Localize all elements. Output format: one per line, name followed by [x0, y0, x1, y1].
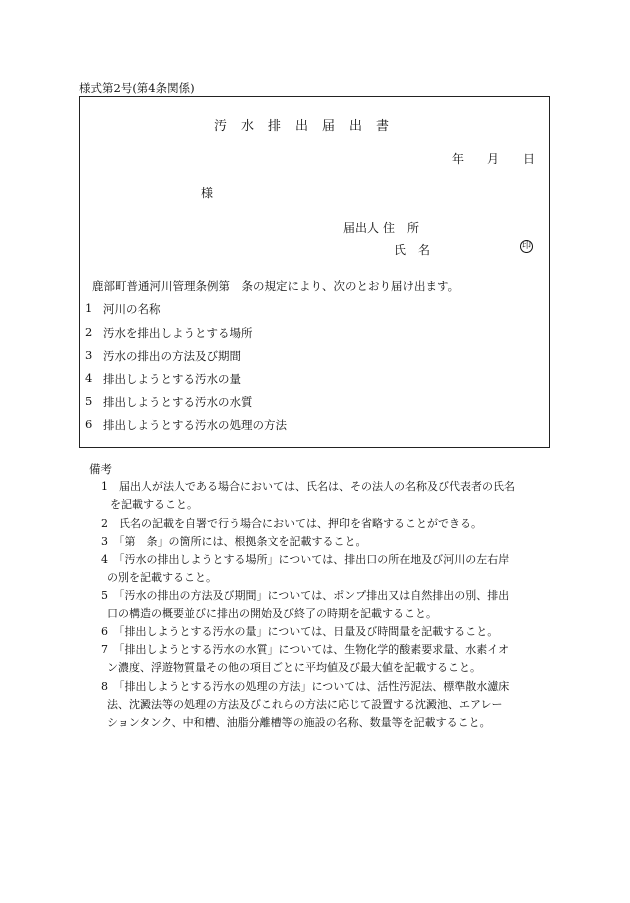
remark-line: 法、沈澱法等の処理の方法及びこれらの方法に応じて設置する沈澱池、エアレー: [107, 698, 503, 711]
remark-line: ン濃度、浮遊物質量その他の項目ごとに平均値及び最大値を記載すること。: [107, 661, 481, 674]
item-number: 6: [85, 417, 93, 431]
remark-line: の別を記載すること。: [107, 571, 217, 584]
date-year-label: 年: [452, 152, 465, 166]
intro-text: 鹿部町普通河川管理条例第 条の規定により、次のとおり届け出ます。: [92, 279, 460, 293]
item-number: 1: [85, 301, 93, 315]
remark-line: 口の構造の概要並びに排出の開始及び終了の時期を記載すること。: [107, 607, 437, 620]
form-number: 様式第2号(第4条関係): [79, 81, 195, 95]
remark-line: 2 氏名の記載を自署で行う場合においては、押印を省略することができる。: [101, 517, 482, 530]
item-number: 5: [85, 394, 93, 408]
item-label-method-period: 汚水の排出の方法及び期間: [103, 349, 241, 363]
remark-line: 6 「排出しようとする汚水の量」については、日量及び時間量を記載すること。: [101, 625, 499, 638]
address-label: 住 所: [383, 221, 420, 235]
remark-line: を記載すること。: [110, 498, 198, 511]
name-label: 氏 名: [394, 243, 431, 257]
applicant-label: 届出人: [343, 221, 380, 235]
seal-mark: 印: [521, 241, 531, 251]
remark-line: ションタンク、中和槽、油脂分離槽等の施設の名称、数量等を記載すること。: [107, 716, 491, 729]
remark-line: 8 「排出しようとする汚水の処理の方法」については、活性汚泥法、標準散水濾床: [101, 680, 510, 693]
item-label-treatment-method: 排出しようとする汚水の処理の方法: [103, 418, 287, 432]
remark-line: 1 届出人が法人である場合においては、氏名は、その法人の名称及び代表者の氏名: [101, 480, 515, 493]
remark-line: 3 「第 条」の箇所には、根拠条文を記載すること。: [101, 535, 367, 548]
remarks-heading: 備考: [89, 462, 112, 476]
remark-line: 5 「汚水の排出の方法及び期間」については、ポンプ排出又は自然排出の別、排出: [101, 589, 510, 602]
item-label-river-name: 河川の名称: [103, 302, 161, 316]
addressee-suffix: 様: [201, 186, 214, 200]
date-month-label: 月: [487, 152, 500, 166]
item-number: 2: [85, 325, 93, 339]
item-label-water-quality: 排出しようとする汚水の水質: [103, 395, 253, 409]
date-day-label: 日: [523, 152, 536, 166]
form-title: 汚水排出届出書: [214, 119, 404, 134]
item-label-discharge-location: 汚水を排出しようとする場所: [103, 326, 253, 340]
item-label-volume: 排出しようとする汚水の量: [103, 372, 241, 386]
remark-line: 7 「排出しようとする汚水の水質」については、生物化学的酸素要求量、水素イオ: [101, 643, 509, 656]
item-number: 4: [85, 371, 93, 385]
remark-line: 4 「汚水の排出しようとする場所」については、排出口の所在地及び河川の左右岸: [101, 553, 510, 566]
item-number: 3: [85, 348, 93, 362]
